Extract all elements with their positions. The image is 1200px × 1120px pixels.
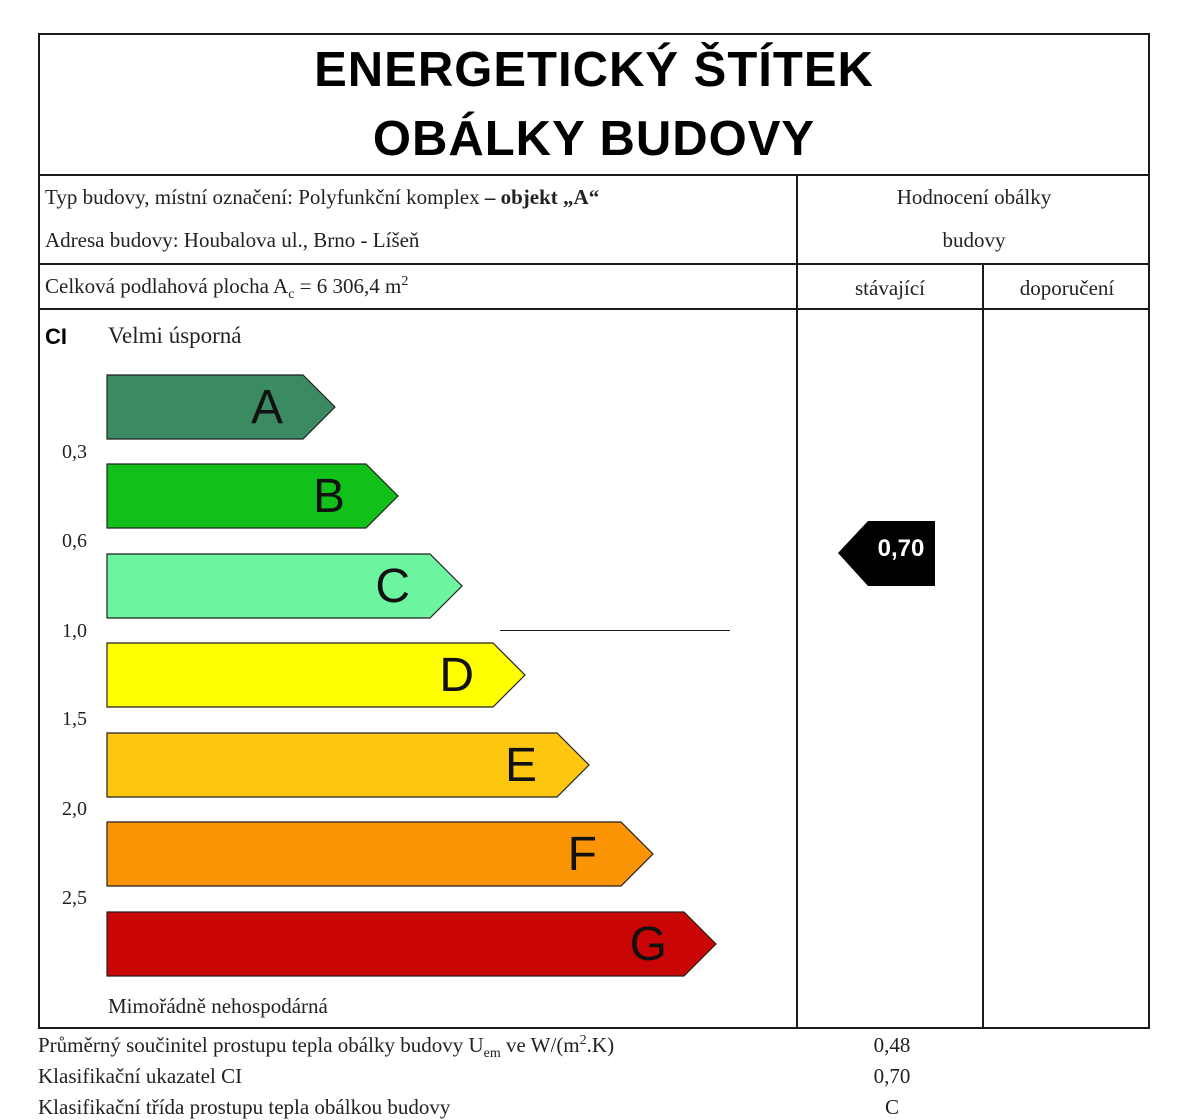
building-type-label: Typ budovy, místní označení: Polyfunkční komplex	[45, 185, 485, 209]
building-floor-area	[45, 274, 408, 303]
footer-uem-label	[38, 1033, 614, 1062]
uem-unit-exponent: 2	[579, 1033, 587, 1048]
class-bar-a	[107, 375, 337, 439]
class-bar-b	[107, 464, 400, 528]
building-type	[45, 185, 599, 210]
floor-area-subscript: c	[288, 287, 295, 303]
scale-bottom-label: Mimořádně nehospodárná	[108, 994, 328, 1018]
threshold-label: 0,3	[62, 441, 87, 463]
threshold-label: 2,0	[62, 798, 87, 820]
uem-label-end: .K)	[586, 1033, 615, 1057]
class-letter-a: A	[250, 381, 283, 434]
class-letter-d: D	[439, 649, 474, 702]
floor-area-prefix: Celková podlahová plocha A	[45, 274, 289, 298]
floor-area-value: = 6 306,4 m	[294, 274, 402, 298]
current-rating-value: 0,70	[877, 535, 925, 562]
ci-label: CI	[45, 324, 67, 349]
threshold-label: 1,5	[62, 708, 87, 730]
threshold-label: 1,0	[62, 620, 87, 642]
class-bar-d	[107, 643, 527, 707]
class-bar-f	[107, 822, 655, 886]
footer-class-label: Klasifikační třída prostupu tepla obálkou budovy	[38, 1095, 451, 1119]
uem-label-unit: ve W/(m	[500, 1033, 580, 1057]
scale-top-label: Velmi úsporná	[108, 323, 242, 348]
footer-ci-value: 0,70	[873, 1064, 911, 1088]
class-bar-c	[107, 554, 464, 618]
divider-title	[38, 174, 1150, 176]
class-letter-f: F	[567, 828, 597, 881]
rating-header-line1: Hodnocení obálky	[896, 185, 1052, 209]
class-letter-e: E	[504, 739, 537, 792]
label-title-line2: OBÁLKY BUDOVY	[372, 112, 816, 166]
class-bar-g	[107, 912, 718, 976]
uem-label-subscript: em	[483, 1046, 501, 1062]
label-title-line1: ENERGETICKÝ ŠTÍTEK	[314, 43, 874, 97]
column-header-current: stávající	[855, 276, 925, 300]
threshold-label: 2,5	[62, 887, 87, 909]
class-letter-b: B	[312, 470, 345, 523]
footer-ci-label: Klasifikační ukazatel CI	[38, 1064, 243, 1088]
column-header-recommended: doporučení	[1019, 276, 1115, 300]
divider-rating-column	[796, 174, 798, 1029]
requirement-line	[500, 630, 730, 631]
class-bar-e	[107, 733, 591, 797]
floor-area-unit-exponent: 2	[401, 274, 409, 289]
class-letter-g: G	[629, 918, 667, 971]
building-object-name: – objekt „A“	[484, 185, 600, 209]
building-address: Adresa budovy: Houbalova ul., Brno - Líšeň	[45, 228, 420, 252]
footer-uem-value: 0,48	[873, 1033, 911, 1057]
uem-label-prefix: Průměrný součinitel prostupu tepla obálky budovy U	[38, 1033, 484, 1057]
divider-recommended-column	[982, 263, 984, 1029]
rating-header-line2: budovy	[942, 228, 1006, 252]
threshold-label: 0,6	[62, 530, 87, 552]
footer-class-value: C	[884, 1095, 899, 1119]
class-letter-c: C	[375, 560, 410, 613]
